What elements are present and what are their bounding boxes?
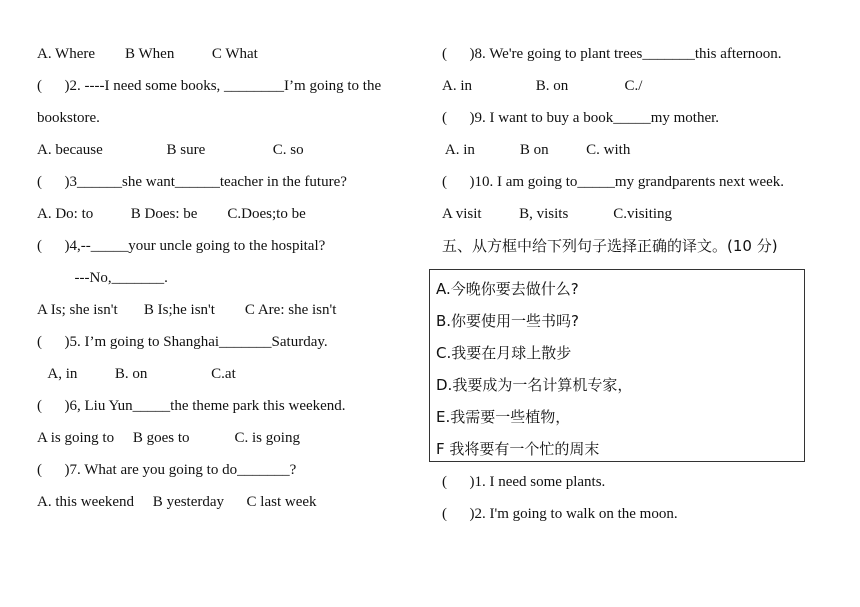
options-q2: A. because B sure C. so <box>37 142 304 158</box>
question-6: ( )6, Liu Yun_____the theme park this weekend. <box>37 398 346 414</box>
translation-question-1: ( )1. I need some plants. <box>442 474 606 490</box>
question-10: ( )10. I am going to_____my grandparents next week. <box>442 174 785 190</box>
options-q5: A, in B. on C.at <box>37 366 236 382</box>
question-4-reply: ---No,_______. <box>37 270 168 286</box>
options-q6: A is going to B goes to C. is going <box>37 430 300 446</box>
options-q4: A Is; she isn't B Is;he isn't C Are: she isn't <box>37 302 337 318</box>
box-item-e: E.我需要一些植物， <box>436 408 571 426</box>
question-2: ( )2. ----I need some books, ________I’m going to the <box>37 78 382 94</box>
question-4: ( )4,--_____your uncle going to the hospital? <box>37 238 326 254</box>
box-item-a: A.今晚你要去做什么? <box>436 280 579 298</box>
translation-options-box <box>429 269 805 462</box>
question-2-continued: bookstore. <box>37 110 100 126</box>
question-9: ( )9. I want to buy a book_____my mother. <box>442 110 720 126</box>
section-five-title: 五、从方框中给下列句子选择正确的译文。(10 分) <box>442 237 778 255</box>
box-item-f: F 我将要有一个忙的周末 <box>436 440 600 458</box>
options-q3: A. Do: to B Does: be C.Does;to be <box>37 206 306 222</box>
options-q9: A. in B on C. with <box>442 142 631 158</box>
options-q7: A. this weekend B yesterday C last week <box>37 494 317 510</box>
box-item-c: C.我要在月球上散步 <box>436 344 572 362</box>
options-q1: A. Where B When C What <box>37 46 258 62</box>
options-q10: A visit B, visits C.visiting <box>442 206 673 222</box>
question-8: ( )8. We're going to plant trees_______this afternoon. <box>442 46 782 62</box>
translation-question-2: ( )2. I'm going to walk on the moon. <box>442 506 678 522</box>
question-5: ( )5. I’m going to Shanghai_______Saturday. <box>37 334 328 350</box>
question-3: ( )3______she want______teacher in the future? <box>37 174 347 190</box>
box-item-d: D.我要成为一名计算机专家， <box>436 376 633 394</box>
options-q8: A. in B. on C./ <box>442 78 643 94</box>
question-7: ( )7. What are you going to do_______? <box>37 462 297 478</box>
box-item-b: B.你要使用一些书吗? <box>436 312 580 330</box>
